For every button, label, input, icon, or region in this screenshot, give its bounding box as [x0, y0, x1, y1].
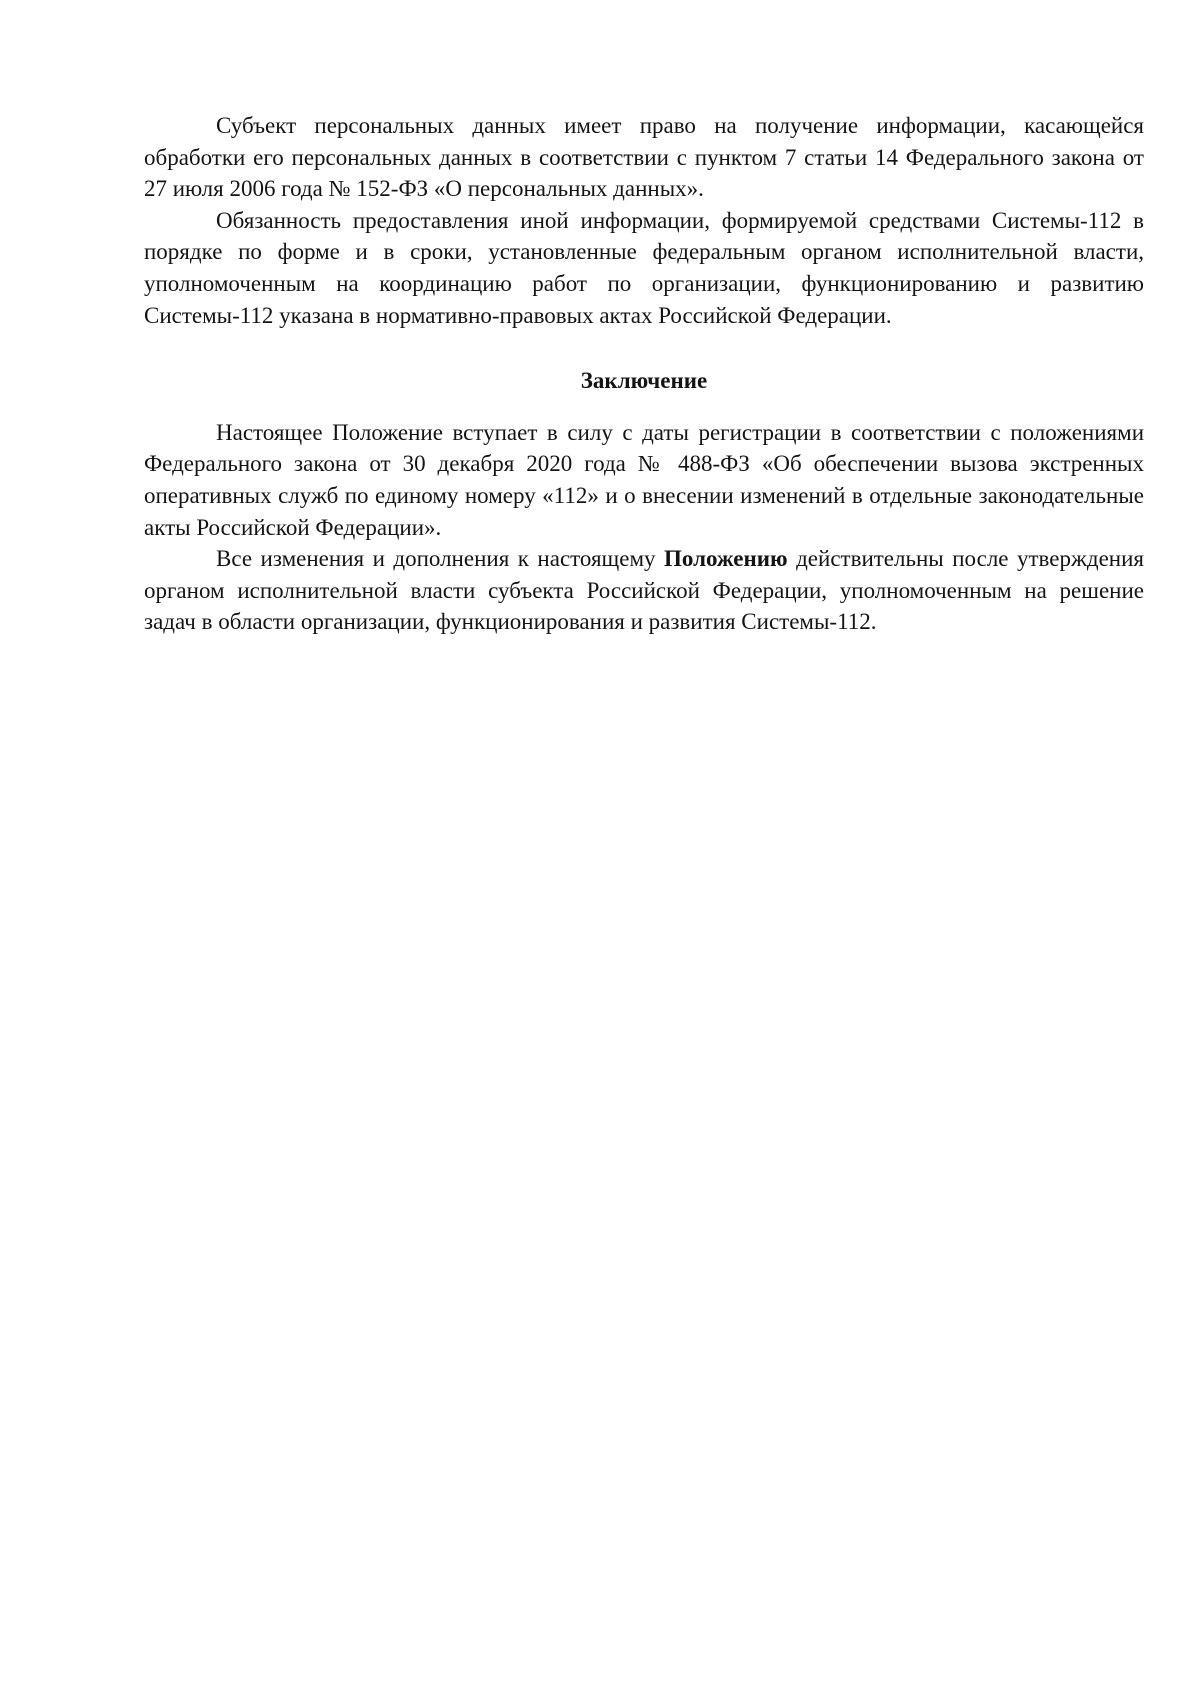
amendments-bold-term: Положению [664, 546, 788, 572]
paragraph-personal-data-rights: Субъект персональных данных имеет право на получение информации, касающейся обработки его персональных данных в соответствии с пунктом 7 статьи 14 Федерального закона от 27 июля 2006 года № 152-ФЗ «О персональных данных». [144, 113, 1144, 202]
paragraph-effective-date: Настоящее Положение вступает в силу с даты регистрации в соответствии с положениями Федерального закона от 30 декабря 2020 года № 488-ФЗ «Об обеспечении вызова экстренных оперативных служб по единому номеру «112» и о внесении изменений в отдельные законодательные акты Российской Федерации». [144, 419, 1144, 540]
document-body [144, 110, 1144, 638]
paragraph-information-obligation: Обязанность предоставления иной информации, формируемой средствами Системы-112 в порядке по форме и в сроки, установленные федеральным органом исполнительной власти, уполномоченным на координацию работ по организации, функционированию и развитию Системы-112 указана в нормативно-правовых актах Российской Федерации. [144, 207, 1144, 328]
paragraph-amendments [144, 543, 1144, 638]
section-heading-conclusion: Заключение [580, 368, 708, 394]
amendments-text-start: Все изменения и дополнения к настоящему [216, 546, 665, 572]
amendments-text-end: действительны после утверждения органом исполнительной власти субъекта Российской Федерации, уполномоченным на решение задач в области организации, функционирования и развития Системы-112. [144, 546, 1144, 635]
